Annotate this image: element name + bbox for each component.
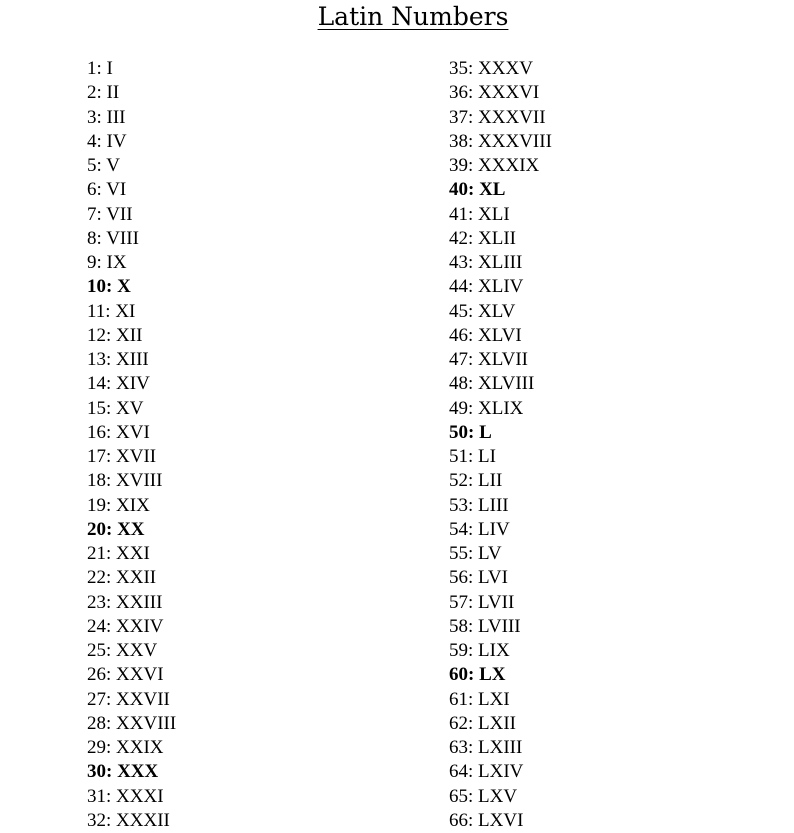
separator: :	[468, 324, 479, 346]
arabic-number: 49	[449, 397, 468, 419]
separator: :	[468, 664, 480, 686]
arabic-number: 59	[449, 640, 468, 661]
separator: :	[468, 252, 479, 273]
arabic-number: 51	[449, 446, 468, 467]
numeral-row	[87, 251, 176, 275]
separator: :	[106, 324, 117, 346]
arabic-number: 55	[449, 543, 468, 564]
arabic-number: 58	[449, 615, 468, 637]
separator: :	[96, 130, 107, 152]
numeral-row	[449, 421, 552, 445]
roman-numeral: XXXIX	[478, 155, 540, 176]
separator: :	[106, 688, 117, 710]
numeral-row	[449, 227, 552, 251]
roman-numeral: XLVIII	[478, 373, 535, 395]
arabic-number: 23	[87, 591, 106, 613]
arabic-number: 18	[87, 470, 106, 492]
numeral-row	[87, 203, 176, 227]
roman-numeral: LXII	[478, 712, 517, 734]
roman-numeral: LII	[478, 470, 503, 492]
arabic-number: 25	[87, 640, 106, 661]
arabic-number: 53	[449, 494, 468, 516]
numeral-row	[449, 178, 552, 202]
numeral-row	[449, 760, 552, 784]
separator: :	[106, 615, 117, 637]
separator: :	[96, 179, 107, 201]
separator: :	[468, 397, 479, 419]
roman-numeral: LXI	[478, 688, 510, 710]
separator: :	[468, 130, 479, 152]
separator: :	[96, 203, 107, 225]
roman-numeral: LVI	[478, 567, 508, 589]
arabic-number: 36	[449, 82, 468, 104]
arabic-number: 27	[87, 688, 106, 710]
numeral-row	[449, 348, 552, 372]
roman-numeral: LXIV	[478, 761, 524, 783]
separator: :	[468, 567, 479, 589]
separator: :	[106, 397, 117, 419]
separator: :	[96, 227, 107, 249]
arabic-number: 2	[87, 82, 97, 104]
roman-numeral: LIII	[478, 494, 509, 516]
arabic-number: 13	[87, 349, 106, 370]
separator: :	[106, 349, 117, 370]
roman-numeral: XXXI	[116, 785, 164, 807]
separator: :	[468, 227, 479, 249]
numeral-row	[87, 688, 176, 712]
arabic-number: 50	[449, 421, 468, 443]
separator: :	[468, 300, 479, 322]
roman-numeral: II	[106, 82, 120, 104]
roman-numeral: LVII	[478, 591, 515, 613]
separator: :	[106, 712, 117, 734]
roman-numeral: VIII	[106, 227, 139, 249]
separator: :	[106, 494, 117, 516]
roman-numeral: L	[479, 421, 492, 443]
separator: :	[468, 470, 479, 492]
roman-numeral: XL	[479, 179, 506, 201]
separator: :	[468, 203, 479, 225]
numeral-row	[87, 712, 176, 736]
separator: :	[468, 688, 479, 710]
separator: :	[96, 58, 107, 79]
separator: :	[468, 421, 480, 443]
roman-numeral: VII	[106, 203, 133, 225]
numeral-row	[87, 154, 176, 178]
roman-numeral: XXXII	[116, 809, 170, 831]
arabic-number: 1	[87, 58, 97, 79]
numeral-row	[87, 421, 176, 445]
separator: :	[468, 518, 479, 540]
roman-numeral: LXIII	[478, 737, 523, 758]
arabic-number: 6	[87, 179, 97, 201]
numeral-row	[87, 615, 176, 639]
separator: :	[106, 518, 118, 540]
roman-numeral: X	[117, 276, 131, 298]
numeral-row	[87, 542, 176, 566]
arabic-number: 52	[449, 470, 468, 492]
numeral-row	[87, 57, 176, 81]
left-column	[87, 57, 176, 833]
arabic-number: 44	[449, 276, 468, 298]
separator: :	[468, 591, 479, 613]
roman-numeral: XIII	[116, 349, 149, 370]
numeral-row	[449, 712, 552, 736]
arabic-number: 26	[87, 664, 106, 686]
roman-numeral: XXIII	[116, 591, 163, 613]
separator: :	[468, 179, 480, 201]
numeral-row	[87, 397, 176, 421]
numeral-row	[449, 275, 552, 299]
roman-numeral: XXVI	[116, 664, 164, 686]
numeral-row	[87, 445, 176, 469]
separator: :	[468, 446, 479, 467]
roman-numeral: XVI	[116, 421, 150, 443]
arabic-number: 14	[87, 373, 106, 395]
roman-numeral: XXI	[116, 543, 150, 564]
numeral-row	[87, 275, 176, 299]
arabic-number: 4	[87, 130, 97, 152]
numeral-row	[87, 324, 176, 348]
separator: :	[106, 567, 117, 589]
roman-numeral: XXX	[117, 761, 159, 783]
arabic-number: 37	[449, 106, 468, 128]
numeral-row	[87, 300, 176, 324]
roman-numeral: XXII	[116, 567, 157, 589]
arabic-number: 54	[449, 518, 468, 540]
numeral-row	[449, 57, 552, 81]
numeral-row	[449, 688, 552, 712]
roman-numeral: XIX	[116, 494, 150, 516]
separator: :	[468, 809, 479, 831]
roman-numeral: IV	[106, 130, 127, 152]
separator: :	[468, 58, 479, 79]
separator: :	[106, 446, 117, 467]
separator: :	[96, 252, 107, 273]
roman-numeral: XLVII	[478, 349, 528, 370]
numeral-row	[449, 591, 552, 615]
arabic-number: 40	[449, 179, 468, 201]
arabic-number: 48	[449, 373, 468, 395]
roman-numeral: III	[106, 106, 126, 128]
roman-numeral: XI	[115, 300, 136, 322]
arabic-number: 16	[87, 421, 106, 443]
arabic-number: 47	[449, 349, 468, 370]
numeral-row	[87, 760, 176, 784]
roman-numeral: LXVI	[478, 809, 524, 831]
separator: :	[468, 761, 479, 783]
arabic-number: 15	[87, 397, 106, 419]
roman-numeral: XLVI	[478, 324, 522, 346]
arabic-number: 21	[87, 543, 106, 564]
separator: :	[468, 543, 479, 564]
separator: :	[468, 373, 479, 395]
arabic-number: 30	[87, 761, 106, 783]
arabic-number: 28	[87, 712, 106, 734]
arabic-number: 3	[87, 106, 97, 128]
arabic-number: 9	[87, 252, 97, 273]
numeral-row	[449, 81, 552, 105]
numeral-row	[449, 130, 552, 154]
roman-numeral: V	[106, 155, 120, 176]
numeral-row	[449, 542, 552, 566]
roman-numeral: LV	[478, 543, 502, 564]
arabic-number: 39	[449, 155, 468, 176]
numeral-row	[87, 494, 176, 518]
separator: :	[468, 155, 479, 176]
arabic-number: 17	[87, 446, 106, 467]
separator: :	[106, 421, 117, 443]
separator: :	[106, 591, 117, 613]
roman-numeral: LX	[479, 664, 506, 686]
arabic-number: 46	[449, 324, 468, 346]
arabic-number: 10	[87, 276, 106, 298]
separator: :	[96, 106, 107, 128]
separator: :	[468, 106, 479, 128]
arabic-number: 60	[449, 664, 468, 686]
numeral-row	[449, 736, 552, 760]
arabic-number: 41	[449, 203, 468, 225]
roman-numeral: XXV	[116, 640, 158, 661]
roman-numeral: XXXVII	[478, 106, 546, 128]
separator: :	[106, 543, 117, 564]
numeral-row	[87, 227, 176, 251]
separator: :	[106, 373, 117, 395]
numeral-row	[87, 469, 176, 493]
separator: :	[468, 494, 479, 516]
page-title	[0, 2, 794, 31]
numeral-row	[87, 591, 176, 615]
roman-numeral: I	[106, 58, 113, 79]
roman-numeral: XII	[116, 324, 143, 346]
separator: :	[468, 349, 479, 370]
numeral-row	[449, 251, 552, 275]
arabic-number: 38	[449, 130, 468, 152]
arabic-number: 32	[87, 809, 106, 831]
numeral-row	[449, 494, 552, 518]
arabic-number: 62	[449, 712, 468, 734]
arabic-number: 5	[87, 155, 97, 176]
arabic-number: 35	[449, 58, 468, 79]
separator: :	[106, 785, 117, 807]
arabic-number: 63	[449, 737, 468, 758]
separator: :	[468, 615, 479, 637]
arabic-number: 12	[87, 324, 106, 346]
roman-numeral: XVIII	[116, 470, 163, 492]
arabic-number: 42	[449, 227, 468, 249]
arabic-number: 29	[87, 737, 106, 758]
numeral-row	[87, 106, 176, 130]
numeral-row	[87, 130, 176, 154]
roman-numeral: XIV	[116, 373, 150, 395]
arabic-number: 24	[87, 615, 106, 637]
numeral-row	[449, 785, 552, 809]
separator: :	[105, 300, 116, 322]
roman-numeral: XXIX	[116, 737, 164, 758]
numeral-row	[87, 566, 176, 590]
numeral-row	[87, 81, 176, 105]
separator: :	[96, 82, 107, 104]
arabic-number: 22	[87, 567, 106, 589]
arabic-number: 66	[449, 809, 468, 831]
page-title-text: Latin Numbers	[317, 2, 509, 31]
separator: :	[468, 82, 479, 104]
arabic-number: 57	[449, 591, 468, 613]
arabic-number: 11	[87, 300, 106, 322]
arabic-number: 31	[87, 785, 106, 807]
separator: :	[106, 640, 117, 661]
numeral-row	[87, 372, 176, 396]
arabic-number: 7	[87, 203, 97, 225]
roman-numeral: XXVII	[116, 688, 170, 710]
roman-numeral: XLV	[478, 300, 516, 322]
roman-numeral: XXIV	[116, 615, 164, 637]
numeral-row	[449, 397, 552, 421]
roman-numeral: IX	[106, 252, 127, 273]
numeral-row	[449, 372, 552, 396]
separator: :	[106, 737, 117, 758]
separator: :	[468, 785, 479, 807]
arabic-number: 20	[87, 518, 106, 540]
numeral-row	[449, 106, 552, 130]
arabic-number: 8	[87, 227, 97, 249]
numeral-row	[87, 178, 176, 202]
roman-numeral: LVIII	[478, 615, 521, 637]
roman-numeral: XLII	[478, 227, 517, 249]
separator: :	[106, 470, 117, 492]
right-column	[449, 57, 552, 833]
roman-numeral: LIV	[478, 518, 510, 540]
numeral-row	[87, 785, 176, 809]
numeral-row	[87, 809, 176, 833]
roman-numeral: XX	[117, 518, 145, 540]
arabic-number: 65	[449, 785, 468, 807]
numeral-row	[449, 566, 552, 590]
roman-numeral: XV	[116, 397, 144, 419]
roman-numeral: LXV	[478, 785, 518, 807]
numeral-row	[449, 445, 552, 469]
separator: :	[106, 761, 118, 783]
roman-numeral: XXXVIII	[478, 130, 552, 152]
arabic-number: 61	[449, 688, 468, 710]
numeral-row	[449, 663, 552, 687]
roman-numeral: XLIII	[478, 252, 523, 273]
numeral-row	[87, 639, 176, 663]
numeral-row	[449, 639, 552, 663]
separator: :	[106, 809, 117, 831]
arabic-number: 64	[449, 761, 468, 783]
numeral-row	[449, 300, 552, 324]
separator: :	[106, 664, 117, 686]
numeral-row	[449, 203, 552, 227]
separator: :	[468, 276, 479, 298]
roman-numeral: XLIX	[478, 397, 524, 419]
separator: :	[106, 276, 118, 298]
roman-numeral: XXXV	[478, 58, 533, 79]
numeral-row	[449, 809, 552, 833]
arabic-number: 56	[449, 567, 468, 589]
numeral-row	[449, 154, 552, 178]
roman-numeral: XXVIII	[116, 712, 177, 734]
separator: :	[468, 737, 479, 758]
numeral-row	[87, 736, 176, 760]
numeral-row	[449, 518, 552, 542]
separator: :	[96, 155, 107, 176]
roman-numeral: XXXVI	[478, 82, 540, 104]
roman-numeral: LI	[478, 446, 496, 467]
arabic-number: 19	[87, 494, 106, 516]
numeral-row	[449, 324, 552, 348]
separator: :	[468, 712, 479, 734]
roman-numeral: XVII	[116, 446, 157, 467]
numeral-row	[87, 348, 176, 372]
roman-numeral: VI	[106, 179, 127, 201]
separator: :	[468, 640, 479, 661]
numeral-row	[87, 663, 176, 687]
numeral-row	[449, 615, 552, 639]
numeral-row	[87, 518, 176, 542]
roman-numeral: XLI	[478, 203, 510, 225]
roman-numeral: LIX	[478, 640, 510, 661]
arabic-number: 43	[449, 252, 468, 273]
numeral-row	[449, 469, 552, 493]
roman-numeral: XLIV	[478, 276, 524, 298]
arabic-number: 45	[449, 300, 468, 322]
